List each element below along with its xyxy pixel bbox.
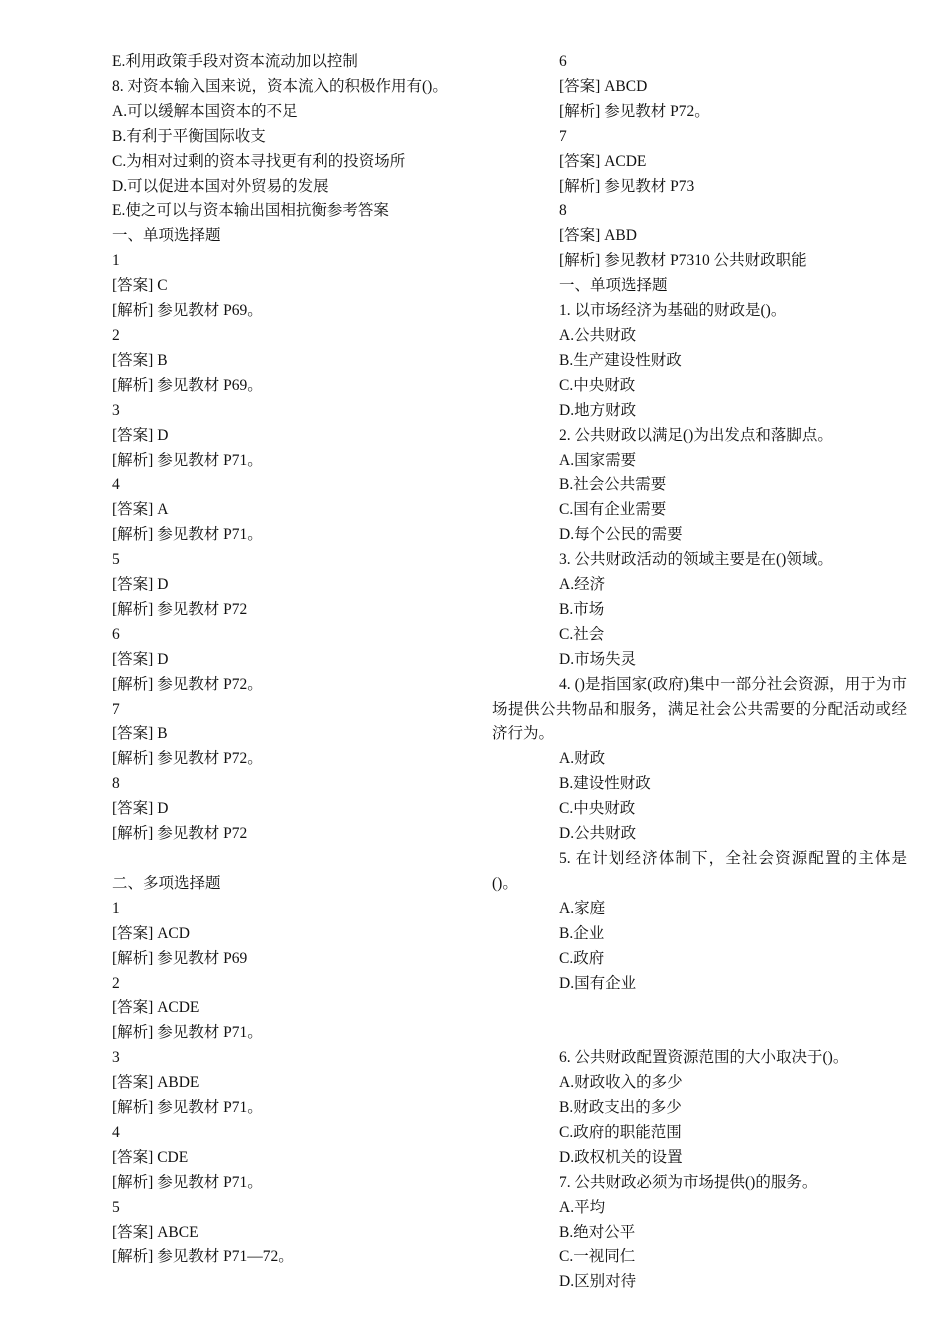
text-line: 一、单项选择题 [559,277,668,295]
text-line: A.公共财政 [559,326,637,344]
right-column [492,50,907,1295]
text-line: C.为相对过剩的资本寻找更有利的投资场所 [112,152,406,170]
text-line: 1 [112,252,120,270]
text-line: 2 [112,326,120,344]
text-line: 5 [112,551,120,569]
text-line: 2 [112,974,120,992]
text-line: [答案] A [112,501,169,519]
text-line: A.家庭 [559,899,606,917]
text-line: 6 [559,53,567,70]
text-line: 1 [112,899,120,917]
text-line: 2. 公共财政以满足()为出发点和落脚点。 [559,426,833,444]
left-column [45,50,460,1270]
text-line: D.市场失灵 [559,650,637,668]
text-line: D.政权机关的设置 [559,1148,683,1166]
text-line: C.政府的职能范围 [559,1123,682,1141]
text-line: 1. 以市场经济为基础的财政是()。 [559,302,787,320]
text-line: A.财政 [559,750,606,768]
text-line: 一、单项选择题 [112,227,221,245]
text-line: 4 [112,1123,120,1141]
text-line: B.有利于平衡国际收支 [112,127,266,145]
text-line: [答案] D [112,800,169,818]
text-line: 3 [112,401,120,419]
text-line: [答案] C [112,277,168,295]
text-line: [答案] D [112,576,169,594]
text-line: [解析] 参见教材 P71。 [112,526,263,544]
text-line: 7. 公共财政必须为市场提供()的服务。 [559,1173,818,1191]
text-line: [解析] 参见教材 P72 [112,825,248,843]
text-line: 6 [112,625,120,643]
text-line: 4 [112,476,120,494]
text-line: [答案] ACDE [559,152,647,170]
text-line: C.政府 [559,949,605,967]
text-line: [答案] B [112,351,168,369]
text-line: [解析] 参见教材 P72。 [559,102,710,120]
text-line: 8 [112,775,120,793]
text-line: A.财政收入的多少 [559,1074,683,1092]
text-line: 6. 公共财政配置资源范围的大小取决于()。 [559,1049,849,1067]
blank-line [492,1021,907,1046]
text-line: [答案] D [112,650,169,668]
text-line: B.绝对公平 [559,1223,636,1241]
text-line: [答案] ABDE [112,1074,200,1092]
text-line: [解析] 参见教材 P71。 [112,1099,263,1117]
text-line: [解析] 参见教材 P69。 [112,376,263,394]
text-line: [解析] 参见教材 P7310 公共财政职能 [559,252,807,270]
text-line: A.经济 [559,576,606,594]
text-line: [解析] 参见教材 P73 [559,177,695,195]
text-line: [解析] 参见教材 P71。 [112,1024,263,1042]
blank-line [45,847,460,872]
text-line: D.每个公民的需要 [559,526,683,544]
text-line: C.中央财政 [559,376,636,394]
text-line: [答案] ACDE [112,999,200,1017]
text-line: [解析] 参见教材 P69。 [112,302,263,320]
text-line: [答案] ACD [112,924,190,942]
text-line: 7 [559,127,567,145]
text-line: D.可以促进本国对外贸易的发展 [112,177,329,195]
blank-line [492,996,907,1021]
text-line: [解析] 参见教材 P71。 [112,1173,263,1191]
text-line: C.中央财政 [559,800,636,818]
text-line: [答案] ABCD [559,77,648,95]
text-line: B.生产建设性财政 [559,351,682,369]
text-line: D.国有企业 [559,974,637,992]
text-line: E.使之可以与资本输出国相抗衡参考答案 [112,202,389,220]
text-line: 3. 公共财政活动的领域主要是在()领域。 [559,551,833,569]
text-line: 8. 对资本输入国来说，资本流入的积极作用有()。 [112,77,448,95]
text-line: [答案] CDE [112,1148,189,1166]
text-line: 二、多项选择题 [112,874,221,892]
text-line: 7 [112,700,120,718]
text-line: 8 [559,202,567,220]
text-line: C.国有企业需要 [559,501,667,519]
text-line: 4. ()是指国家(政府)集中一部分社会资源，用于为市场提供公共物品和服务，满足社会公共需要的分配活动或经济行为。 [492,675,907,743]
text-line: B.建设性财政 [559,775,651,793]
text-line: B.社会公共需要 [559,476,667,494]
text-line: D.公共财政 [559,825,637,843]
text-line: A.可以缓解本国资本的不足 [112,102,298,120]
text-line: D.地方财政 [559,401,637,419]
text-line: [解析] 参见教材 P72。 [112,675,263,693]
text-line: D.区别对待 [559,1273,637,1291]
text-line: [答案] ABCE [112,1223,199,1241]
text-line: C.一视同仁 [559,1248,636,1266]
text-line: B.市场 [559,600,605,618]
text-line: B.企业 [559,924,605,942]
text-line: [解析] 参见教材 P72。 [112,750,263,768]
text-line: C.社会 [559,625,605,643]
text-line: A.国家需要 [559,451,637,469]
text-line: 5. 在计划经济体制下，全社会资源配置的主体是()。 [492,850,907,892]
text-line: [答案] B [112,725,168,743]
text-line: [答案] D [112,426,169,444]
text-line: [解析] 参见教材 P69 [112,949,248,967]
text-line: [答案] ABD [559,227,637,245]
text-line: B.财政支出的多少 [559,1099,682,1117]
text-line: 5 [112,1198,120,1216]
text-line: [解析] 参见教材 P71。 [112,451,263,469]
text-line: E.利用政策手段对资本流动加以控制 [112,53,358,70]
text-line: [解析] 参见教材 P71—72。 [112,1248,294,1266]
text-line: A.平均 [559,1198,606,1216]
text-line: 3 [112,1049,120,1067]
text-line: [解析] 参见教材 P72 [112,600,248,618]
